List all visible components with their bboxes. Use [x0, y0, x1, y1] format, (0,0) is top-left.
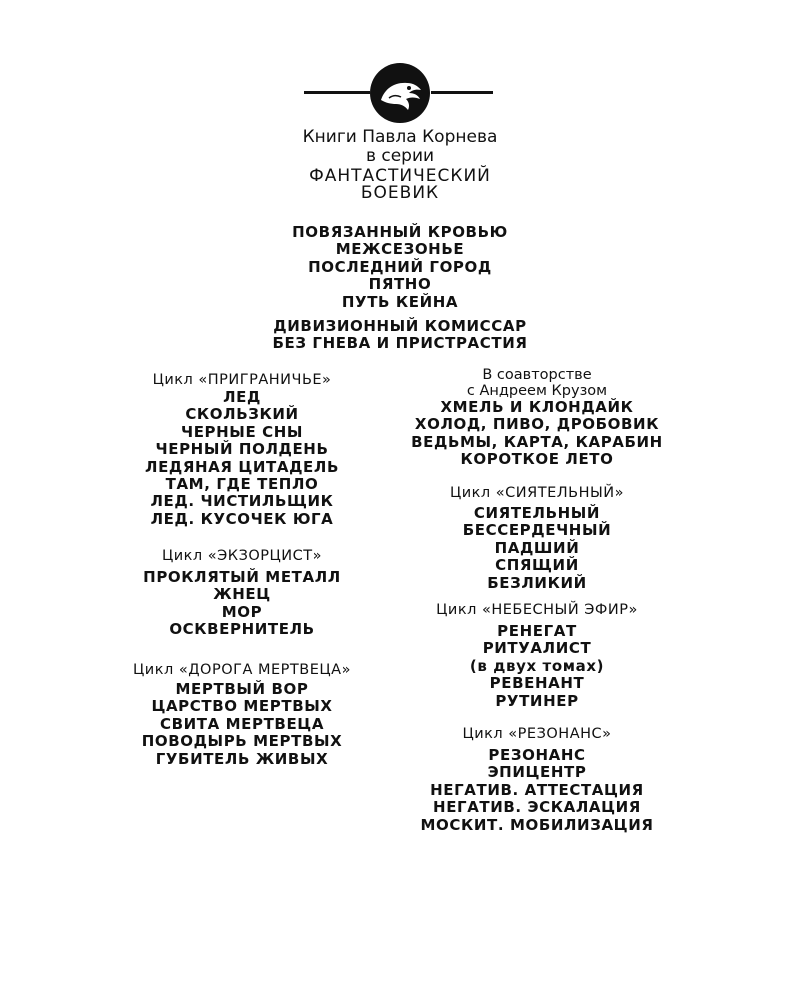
book-title: ЦАРСТВО МЕРТВЫХ [151, 697, 333, 716]
book-title: БЕССЕРДЕЧНЫЙ [462, 521, 612, 540]
series-title-line1: ФАНТАСТИЧЕСКИЙ [309, 166, 491, 186]
cycle-label: Цикл «ДОРОГА МЕРТВЕЦА» [133, 662, 351, 678]
cycle-label: Цикл «ПРИГРАНИЧЬЕ» [152, 372, 332, 388]
coauthor-line1: В соавторстве [482, 367, 592, 383]
book-title: МЕРТВЫЙ ВОР [175, 680, 309, 698]
author-line: Книги Павла Корнева [302, 127, 498, 147]
cycle-label: Цикл «НЕБЕСНЫЙ ЭФИР» [436, 602, 638, 618]
book-title: СКОЛЬЗКИЙ [185, 405, 299, 424]
book-note: (в двух томах) [469, 656, 605, 675]
cycle-heavenly-ether [382, 602, 692, 710]
book-title: ПУТЬ КЕЙНА [341, 292, 459, 311]
emblem-rule-left [304, 91, 370, 94]
book-title: БЕЗ ГНЕВА И ПРИСТРАСТИЯ [272, 334, 528, 353]
cycle-label: Цикл «РЕЗОНАНС» [462, 726, 612, 742]
cycle-pogranichye [102, 372, 382, 528]
book-title: КОРОТКОЕ ЛЕТО [460, 450, 614, 469]
page-header [0, 128, 800, 202]
book-title: ЛЕД. КУСОЧЕК ЮГА [150, 509, 334, 528]
book-title: ПОСЛЕДНИЙ ГОРОД [308, 257, 492, 276]
book-title: ЛЕД. ЧИСТИЛЬЩИК [150, 492, 334, 511]
book-title: ВЕДЬМЫ, КАРТА, КАРАБИН [411, 432, 663, 451]
cycle-siyatelny [382, 485, 692, 592]
book-title: РЕНЕГАТ [497, 622, 577, 640]
book-title: ОСКВЕРНИТЕЛЬ [169, 620, 315, 639]
book-title: БЕЗЛИКИЙ [487, 573, 587, 592]
series-intro: в серии [365, 146, 435, 166]
book-title: РЕЗОНАНС [488, 746, 586, 764]
cycle-label: Цикл «СИЯТЕЛЬНЫЙ» [449, 485, 625, 501]
emblem-rule-right [431, 91, 493, 94]
book-title: РУТИНЕР [495, 691, 579, 710]
standalone-group-2 [0, 318, 800, 353]
book-title: МОСКИТ. МОБИЛИЗАЦИЯ [420, 815, 654, 834]
coauthor-line2: с Андреем Крузом [466, 382, 608, 399]
coauthor-section [382, 368, 692, 469]
book-title: СПЯЩИЙ [495, 556, 579, 575]
book-title: ЧЕРНЫЙ ПОЛДЕНЬ [155, 440, 329, 459]
book-title: ПОВОДЫРЬ МЕРТВЫХ [141, 732, 343, 751]
book-title: ПРОКЛЯТЫЙ МЕТАЛЛ [143, 568, 341, 586]
book-title: НЕГАТИВ. АТТЕСТАЦИЯ [430, 780, 644, 799]
book-title: ПОВЯЗАННЫЙ КРОВЬЮ [292, 223, 508, 241]
book-title: СИЯТЕЛЬНЫЙ [473, 504, 601, 522]
book-title: ХМЕЛЬ И КЛОНДАЙК [440, 398, 634, 416]
book-title: ПЯТНО [368, 275, 432, 294]
book-title: ЛЕД [223, 388, 261, 406]
eagle-head-emblem-icon [369, 62, 431, 124]
book-title: ХОЛОД, ПИВО, ДРОБОВИК [414, 415, 660, 434]
book-title: ЭПИЦЕНТР [487, 763, 587, 782]
book-title: МЕЖСЕЗОНЬЕ [335, 240, 465, 259]
book-title: СВИТА МЕРТВЕЦА [159, 714, 325, 733]
cycle-exorcist [102, 548, 382, 639]
book-title: НЕГАТИВ. ЭСКАЛАЦИЯ [433, 798, 641, 817]
series-title-line2: БОЕВИК [360, 183, 440, 203]
book-title: ДИВИЗИОННЫЙ КОМИССАР [273, 317, 527, 335]
book-title: МОР [221, 602, 263, 621]
book-title: ЖНЕЦ [213, 585, 271, 604]
cycle-road-of-the-dead [102, 662, 382, 768]
book-title: РЕВЕНАНТ [489, 674, 585, 693]
book-title: ГУБИТЕЛЬ ЖИВЫХ [155, 749, 329, 768]
series-emblem [0, 62, 800, 124]
book-title: ЛЕДЯНАЯ ЦИТАДЕЛЬ [145, 457, 339, 476]
standalone-group-1 [0, 224, 800, 311]
book-title: РИТУАЛИСТ [482, 639, 592, 658]
book-title: ЧЕРНЫЕ СНЫ [180, 422, 304, 441]
book-title: ТАМ, ГДЕ ТЕПЛО [165, 475, 319, 494]
book-title: ПАДШИЙ [494, 538, 580, 557]
cycle-label: Цикл «ЭКЗОРЦИСТ» [161, 548, 323, 564]
cycle-resonance [382, 726, 692, 834]
